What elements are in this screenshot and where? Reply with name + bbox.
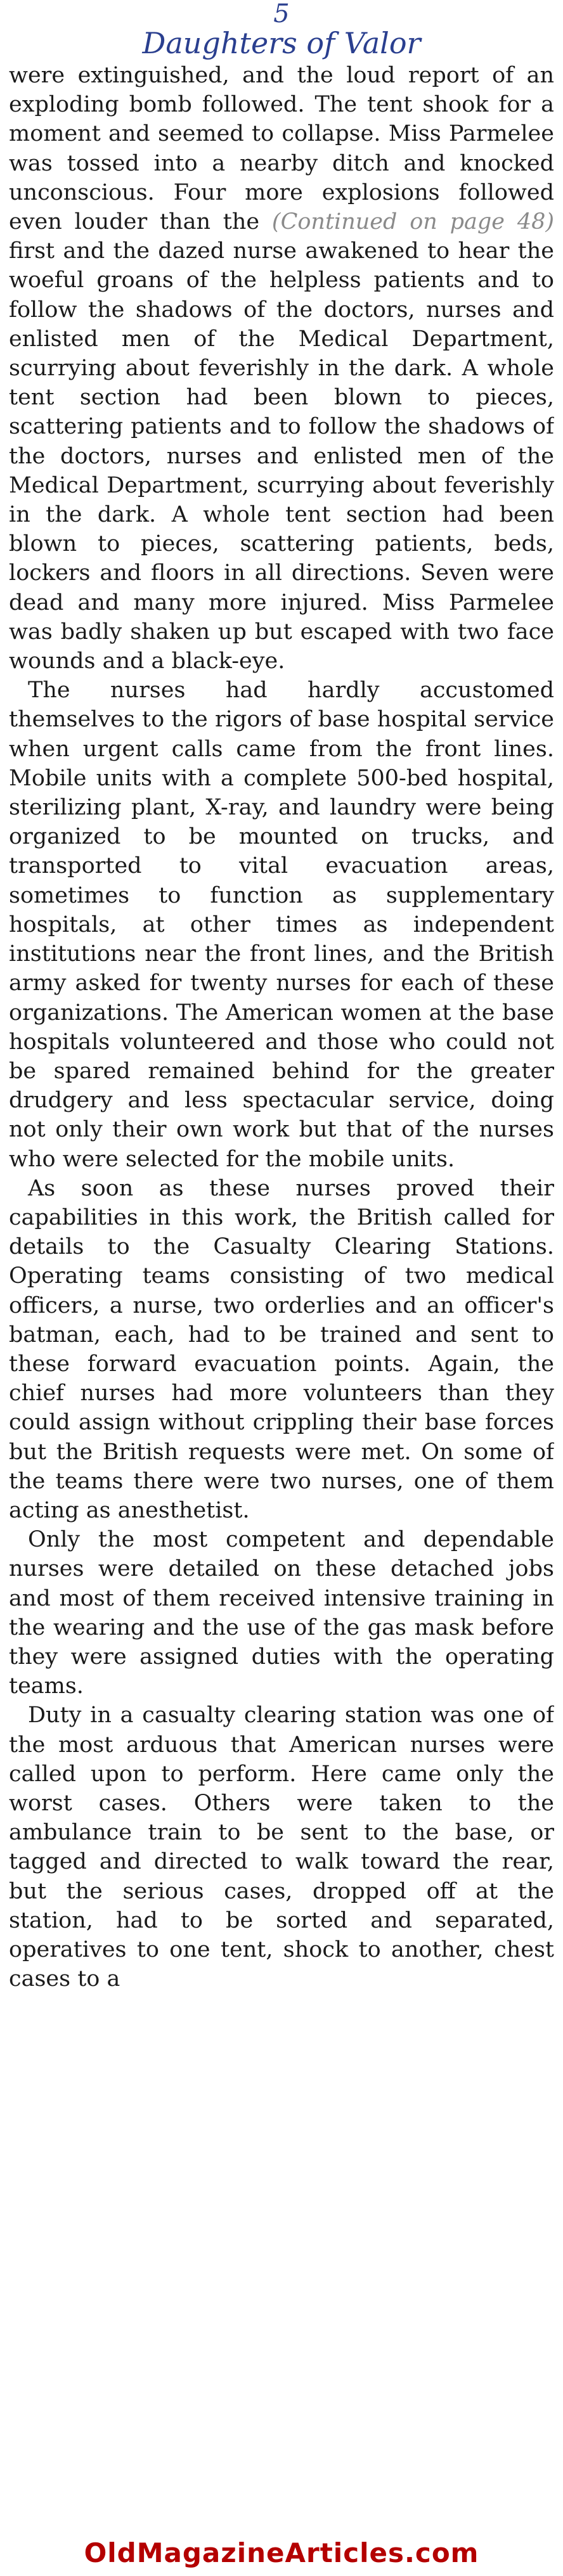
article-paragraph-1 bbox=[9, 61, 554, 676]
paragraph-1-text-b: first and the dazed nurse awakened to hear the woeful groans of the helpless patients and to follow the shadows of the doctors, nurses and enlisted men of the Medical Department, scurrying about feverishly in the dark. A whole tent section had been blown to pieces, scattering patients and to follow the shadows of the doctors, nurses and enlisted men of the Medical Department, scurrying about feverishly in the dark. A whole tent section had been blown to pieces, scattering patients, beds, lockers and floors in all directions. Seven were dead and many more injured. Miss Parmelee was badly shaken up but escaped with two face wounds and a black-eye. bbox=[9, 238, 554, 674]
article-paragraph-2: The nurses had hardly accustomed themselves to the rigors of base hospital service when urgent calls came from the front lines. Mobile units with a complete 500-bed hospital, sterilizing plant, X-ray, and laundry were being organized to be mounted on trucks, and transported to vital evacuation areas, sometimes to function as supplementary hospitals, at other times as independent institutions near the front lines, and the British army asked for twenty nurses for each of these organizations. The American women at the base hospitals volunteered and those who could not be spared remained behind for the greater drudgery and less spectacular service, doing not only their own work but that of the nurses who were selected for the mobile units. bbox=[9, 678, 554, 1172]
page-header bbox=[9, 0, 554, 61]
article-paragraph-3: As soon as these nurses proved their capabilities in this work, the British called for details to the Casualty Clearing Stations. Operating teams consisting of two medical officers, a nurse, two orderlies and an officer's batman, each, had to be trained and sent to these forward evacuation points. Again, the chief nurses had more volunteers than they could assign without crippling their base forces but the British requests were met. On some of the teams there were two nurses, one of them acting as anesthetist. bbox=[9, 1175, 554, 1523]
article-paragraph-5: Duty in a casualty clearing station was one of the most arduous that American nurses were called upon to perform. Here came only the worst cases. Others were taken to the ambulance train to be sent to the base, or tagged and directed to walk toward the rear, but the serious cases, dropped off at the station, had to be sorted and separated, operatives to one tent, shock to another, chest cases to a bbox=[9, 1703, 554, 1992]
running-title: Daughters of Valor bbox=[142, 26, 421, 60]
site-watermark: OldMagazineArticles.com bbox=[84, 2537, 479, 2568]
article-paragraph-4: Only the most competent and dependable nurses were detailed on these detached jobs and most of them received intensive training in the wearing and the use of the gas mask before they were assigned duties with the operating teams. bbox=[9, 1527, 554, 1699]
page-number: 5 bbox=[273, 0, 290, 29]
continued-on-page-link[interactable]: (Continued on page 48) bbox=[271, 209, 554, 235]
article-body bbox=[9, 61, 554, 2530]
paragraph-1-text-a: were extinguished, and the loud report of an exploding bomb followed. The tent shook for a moment and seemed to collapse. Miss Parmelee was tossed into a nearby ditch and knocked unconscious. Four more explosions followed even louder than the bbox=[9, 63, 554, 235]
